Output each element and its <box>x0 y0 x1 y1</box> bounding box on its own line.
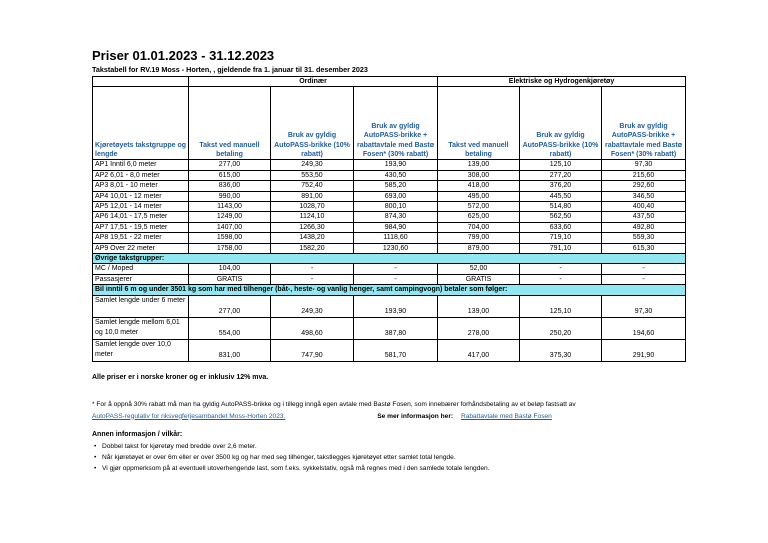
price-table <box>92 76 686 362</box>
column-header-row <box>93 87 686 160</box>
price-cell: - <box>520 274 602 284</box>
more-info <box>377 411 552 423</box>
table-row <box>93 339 686 361</box>
price-cell: 559,30 <box>602 233 686 243</box>
price-cell: 1407,00 <box>189 222 271 232</box>
price-cell: 891,00 <box>271 191 354 201</box>
price-cell: GRATIS <box>189 274 271 284</box>
row-label: AP2 6,01 - 8,0 meter <box>93 170 189 180</box>
price-cell: 836,00 <box>189 181 271 191</box>
more-info-label: Se mer informasjon her: <box>377 412 454 420</box>
price-cell: 747,90 <box>271 339 354 361</box>
row-label: Samlet lengde under 6 meter <box>93 295 189 317</box>
row-label: AP6 14,01 - 17,5 meter <box>93 212 189 222</box>
price-cell: - <box>520 264 602 274</box>
price-cell: 291,90 <box>602 339 686 361</box>
price-cell: 193,90 <box>354 160 438 170</box>
price-cell: 292,60 <box>602 181 686 191</box>
price-cell: - <box>354 274 438 284</box>
row-label: AP3 8,01 - 10 meter <box>93 181 189 191</box>
price-cell: 250,20 <box>520 317 602 339</box>
price-cell: 430,50 <box>354 170 438 180</box>
column-header: Bruk av gyldig AutoPASS-brikke + rabattavtale med Bastø Fosen* (30% rabatt) <box>354 87 438 160</box>
price-cell: 125,10 <box>520 295 602 317</box>
price-cell: 984,90 <box>354 222 438 232</box>
price-cell: 1028,70 <box>271 202 354 212</box>
price-cell: 495,00 <box>438 191 520 201</box>
price-cell: 278,00 <box>438 317 520 339</box>
price-cell: 874,30 <box>354 212 438 222</box>
price-cell: - <box>602 264 686 274</box>
price-cell: 376,20 <box>520 181 602 191</box>
price-cell: 553,50 <box>271 170 354 180</box>
table-row <box>93 295 686 317</box>
table-row <box>93 191 686 201</box>
table-row <box>93 202 686 212</box>
price-cell: GRATIS <box>438 274 520 284</box>
price-cell: 375,30 <box>520 339 602 361</box>
price-cell: 990,00 <box>189 191 271 201</box>
price-cell: 879,00 <box>438 243 520 253</box>
price-cell: 615,00 <box>189 170 271 180</box>
price-cell: 1230,60 <box>354 243 438 253</box>
info-list <box>92 441 677 474</box>
row-label: AP1 Inntil 6,0 meter <box>93 160 189 170</box>
price-cell: 625,00 <box>438 212 520 222</box>
price-cell: 445,50 <box>520 191 602 201</box>
group-header-elektriske: Elektriske og Hydrogenkjøretøy <box>438 77 686 87</box>
price-cell: 1438,20 <box>271 233 354 243</box>
group-header-ordinaer: Ordinær <box>189 77 438 87</box>
column-header: Bruk av gyldig AutoPASS-brikke (10% rabatt) <box>520 87 602 160</box>
price-cell: 1143,00 <box>189 202 271 212</box>
price-cell: 308,00 <box>438 170 520 180</box>
group-header-empty <box>93 77 189 87</box>
price-cell: 277,00 <box>189 160 271 170</box>
table-row <box>93 181 686 191</box>
price-cell: 97,30 <box>602 295 686 317</box>
price-cell: - <box>271 264 354 274</box>
footnote-text: * For å oppnå 30% rabatt må man ha gyldig AutoPASS-brikke og i tillegg inngå egen avtale med Bastø Fosen, som innebærer forhåndsbetaling av et beløp fastsatt av <box>92 400 576 408</box>
price-cell: 799,00 <box>438 233 520 243</box>
price-cell: 492,80 <box>602 222 686 232</box>
row-label: AP7 17,51 - 19,5 meter <box>93 222 189 232</box>
footnote <box>92 399 692 423</box>
section-row-trailer <box>93 285 686 295</box>
price-cell: 615,30 <box>602 243 686 253</box>
price-cell: 346,50 <box>602 191 686 201</box>
price-cell: 633,60 <box>520 222 602 232</box>
price-cell: 585,20 <box>354 181 438 191</box>
price-cell: 1582,20 <box>271 243 354 253</box>
price-cell: 125,10 <box>520 160 602 170</box>
column-header: Bruk av gyldig AutoPASS-brikke + rabattavtale med Bastø Fosen* (30% rabatt) <box>602 87 686 160</box>
price-cell: 752,40 <box>271 181 354 191</box>
price-cell: 277,20 <box>520 170 602 180</box>
row-label: Samlet lengde mellom 6,01 og 10,0 meter <box>93 317 189 339</box>
info-item: • Dobbel takst for kjøretøy med bredde over 2,6 meter. <box>102 441 677 452</box>
price-cell: 387,80 <box>354 317 438 339</box>
price-cell: - <box>602 274 686 284</box>
autopass-regulation-link[interactable]: AutoPASS-regulativ for riksvegferjesambandet Moss-Horten 2023. <box>92 412 286 420</box>
column-header: Kjøretøyets takstgruppe og lengde <box>93 87 189 160</box>
price-cell: 554,00 <box>189 317 271 339</box>
discount-agreement-link[interactable]: Rabattavtale med Bastø Fosen <box>460 412 552 420</box>
price-cell: 1118,60 <box>354 233 438 243</box>
price-cell: 418,00 <box>438 181 520 191</box>
table-row <box>93 222 686 232</box>
price-table-body <box>93 77 686 362</box>
price-cell: 514,80 <box>520 202 602 212</box>
price-cell: 831,00 <box>189 339 271 361</box>
price-cell: 498,60 <box>271 317 354 339</box>
price-cell: 572,00 <box>438 202 520 212</box>
vat-note: Alle priser er i norske kroner og er inklusiv 12% mva. <box>92 373 269 381</box>
price-cell: 139,00 <box>438 160 520 170</box>
table-row <box>93 160 686 170</box>
section-row-other <box>93 254 686 264</box>
section-heading: Bil inntil 6 m og under 3501 kg som har med tilhenger (båt-, heste- og vanlig henger, samt campingvogn) betaler som følger: <box>93 285 686 295</box>
price-cell: 1124,10 <box>271 212 354 222</box>
row-label: Samlet lengde over 10,0 meter <box>93 339 189 361</box>
price-document <box>92 48 683 474</box>
price-cell: 800,10 <box>354 202 438 212</box>
column-header: Takst ved manuell betaling <box>438 87 520 160</box>
price-cell: - <box>354 264 438 274</box>
price-cell: 417,00 <box>438 339 520 361</box>
column-header: Takst ved manuell betaling <box>189 87 271 160</box>
row-label: MC / Moped <box>93 264 189 274</box>
info-item: • Vi gjør oppmerksom på at eventuell utoverhengende last, som f.eks. sykkelstativ, også må regnes med i den samlede totale lengden. <box>102 463 677 474</box>
price-cell: 1249,00 <box>189 212 271 222</box>
row-label: AP9 Over 22 meter <box>93 243 189 253</box>
group-header-row <box>93 77 686 87</box>
price-cell: 719,10 <box>520 233 602 243</box>
row-label: Passasjerer <box>93 274 189 284</box>
table-row <box>93 170 686 180</box>
price-cell: 277,00 <box>189 295 271 317</box>
table-row <box>93 264 686 274</box>
price-cell: 562,50 <box>520 212 602 222</box>
row-label: AP5 12,01 - 14 meter <box>93 202 189 212</box>
price-cell: 52,00 <box>438 264 520 274</box>
column-header: Bruk av gyldig AutoPASS-brikke (10% rabatt) <box>271 87 354 160</box>
price-cell: 194,60 <box>602 317 686 339</box>
row-label: AP8 19,51 - 22 meter <box>93 233 189 243</box>
price-cell: 693,00 <box>354 191 438 201</box>
info-title: Annen informasjon / vilkår: <box>92 430 183 438</box>
table-row <box>93 243 686 253</box>
section-heading: Øvrige takstgrupper: <box>93 254 686 264</box>
price-cell: 437,50 <box>602 212 686 222</box>
price-cell: 97,30 <box>602 160 686 170</box>
table-row <box>93 274 686 284</box>
price-cell: 249,30 <box>271 295 354 317</box>
price-cell: 1758,00 <box>189 243 271 253</box>
price-cell: 581,70 <box>354 339 438 361</box>
price-cell: 193,90 <box>354 295 438 317</box>
table-row <box>93 317 686 339</box>
price-cell: 249,30 <box>271 160 354 170</box>
price-cell: 400,40 <box>602 202 686 212</box>
price-cell: 104,00 <box>189 264 271 274</box>
row-label: AP4 10,01 - 12 meter <box>93 191 189 201</box>
table-row <box>93 233 686 243</box>
price-cell: 791,10 <box>520 243 602 253</box>
info-item: • Når kjøretøyet er over 6m eller er over 3500 kg og har med seg tilhenger, takstlegges kjøretøyet etter samlet total lengde. <box>102 452 677 463</box>
page-title: Priser 01.01.2023 - 31.12.2023 <box>92 48 275 63</box>
page-subtitle: Takstabell for RV.19 Moss - Horten, , gjeldende fra 1. januar til 31. desember 2023 <box>92 65 368 74</box>
price-cell: 704,00 <box>438 222 520 232</box>
price-cell: 215,60 <box>602 170 686 180</box>
price-cell: 1266,30 <box>271 222 354 232</box>
price-cell: 1598,00 <box>189 233 271 243</box>
price-cell: 139,00 <box>438 295 520 317</box>
price-cell: - <box>271 274 354 284</box>
table-row <box>93 212 686 222</box>
